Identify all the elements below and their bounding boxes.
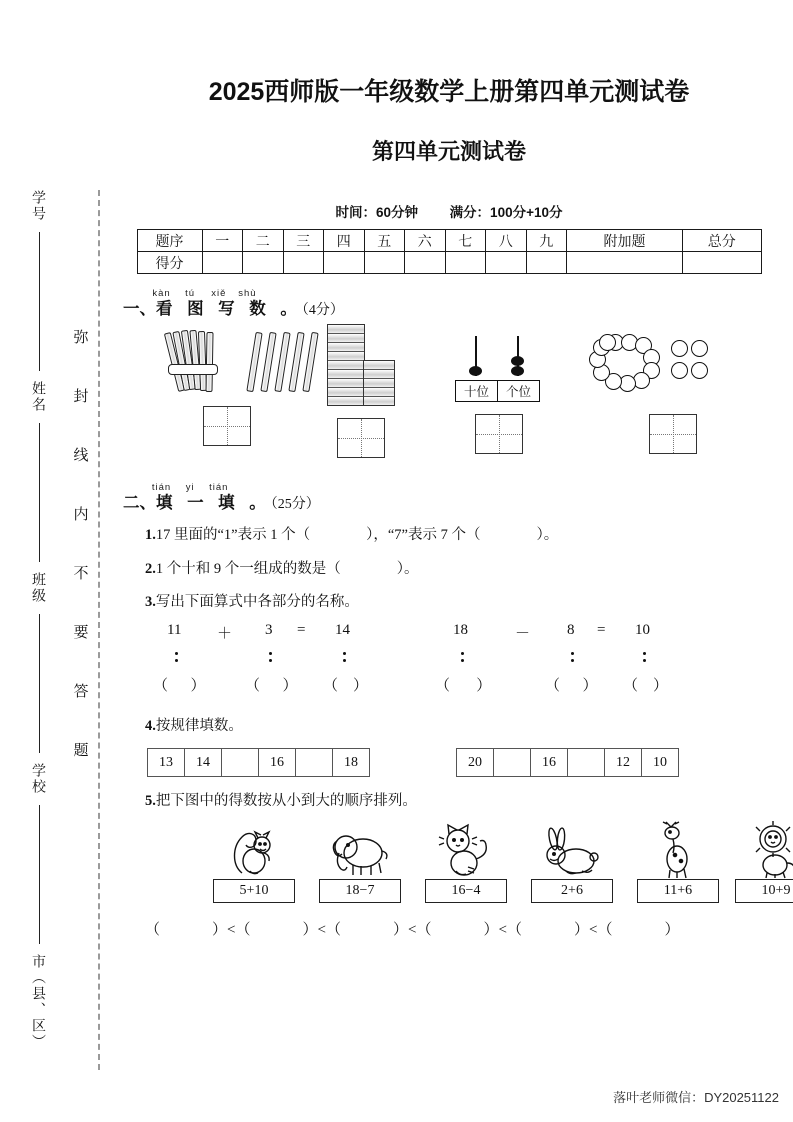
seq2-cell-5[interactable]: 10 bbox=[653, 754, 667, 770]
question-2-2 bbox=[145, 559, 793, 581]
rabbit-icon bbox=[531, 819, 613, 879]
eq1-dots-b bbox=[269, 648, 272, 666]
pinyin2-0: tián bbox=[151, 482, 172, 494]
score-table-row-label-0: 题序 bbox=[137, 230, 202, 252]
lion-icon bbox=[735, 819, 793, 879]
pinyin-3: shù bbox=[238, 288, 257, 299]
page-title: 2025西师版一年级数学上册第四单元测试卷 bbox=[208, 78, 690, 106]
q2-5-text: 把下图中的得数按从小到大的顺序排列。 bbox=[155, 792, 417, 809]
q2-1-part1: 17 里面的“1”表示 1 个（ bbox=[155, 526, 311, 543]
seq1-cell-1[interactable]: 14 bbox=[185, 749, 222, 776]
pinyin2-2: tián bbox=[209, 482, 229, 494]
picture-item-rack bbox=[455, 336, 541, 454]
cmp-op-2: < bbox=[408, 921, 417, 938]
eq2-blank-result[interactable]: （ ） bbox=[623, 678, 669, 695]
score-cell-8[interactable] bbox=[526, 252, 567, 274]
question-2-4-sequences bbox=[147, 748, 793, 777]
eq2-a: 18 bbox=[453, 622, 468, 639]
eq1-b: 3 bbox=[265, 622, 273, 639]
score-col-7: 八 bbox=[486, 230, 527, 252]
seq2-cell-2[interactable]: 16 bbox=[531, 749, 568, 776]
q2-2-part1: 1 个十和 9 个一组成的数是（ bbox=[155, 560, 341, 577]
seq1-cell-5[interactable]: 18 bbox=[344, 754, 358, 770]
seal-char-6: 答 bbox=[73, 683, 89, 700]
picture-item-sticks bbox=[167, 330, 321, 446]
seal-char-5: 要 bbox=[73, 624, 89, 641]
eq2-op: － bbox=[515, 626, 531, 643]
card-expr-deer: 11+6 bbox=[637, 879, 719, 903]
score-col-9: 附加题 bbox=[567, 230, 683, 252]
cmp-op-1: < bbox=[317, 921, 326, 938]
section-2-header bbox=[123, 482, 793, 512]
eq2-dots-b bbox=[571, 648, 574, 666]
sidebar-label-xingming: 姓名 bbox=[31, 381, 47, 413]
score-cell-5[interactable] bbox=[405, 252, 446, 274]
pinyin2-1: yi bbox=[185, 482, 195, 494]
exam-meta bbox=[105, 201, 793, 221]
place-label-ones: 个位 bbox=[498, 381, 539, 401]
question-2-3-equations bbox=[145, 622, 793, 714]
answer-box-3[interactable] bbox=[475, 414, 523, 454]
score-cell-3[interactable] bbox=[324, 252, 365, 274]
pinyin-0: kàn bbox=[152, 288, 171, 299]
question-2-5-cards bbox=[123, 819, 793, 914]
card-expr-cat: 16−4 bbox=[425, 879, 507, 903]
exam-score-label: 满分：100分+10分 bbox=[449, 205, 563, 220]
question-2-5-compare-row: （ ）<（ ）<（ ）<（ ）<（ ）<（ ） bbox=[145, 921, 680, 938]
counting-rack-icon bbox=[455, 336, 541, 402]
q2-1-number: 1. bbox=[145, 526, 156, 543]
section-1-label: 看 图 写 数 。 bbox=[156, 300, 302, 318]
score-cell-4[interactable] bbox=[364, 252, 405, 274]
answer-box-1[interactable] bbox=[203, 406, 251, 446]
exam-time-label: 时间：60分钟 bbox=[335, 205, 419, 220]
loose-sticks-icon bbox=[249, 330, 321, 392]
seq2-cell-1[interactable] bbox=[494, 749, 531, 776]
eq1-dots-result bbox=[343, 648, 346, 666]
score-cell-7[interactable] bbox=[486, 252, 527, 274]
score-cell-9[interactable] bbox=[567, 252, 683, 274]
answer-box-4[interactable] bbox=[649, 414, 697, 454]
score-col-4: 五 bbox=[364, 230, 405, 252]
score-col-6: 七 bbox=[445, 230, 486, 252]
score-col-2: 三 bbox=[283, 230, 324, 252]
seal-char-0: 弥 bbox=[73, 329, 89, 346]
q2-3-text: 写出下面算式中各部分的名称。 bbox=[155, 594, 359, 611]
sidebar-divider-4 bbox=[39, 805, 40, 944]
eq1-dots-a bbox=[175, 648, 178, 666]
student-info-column bbox=[22, 190, 56, 1050]
eq1-blank-b[interactable]: （ ） bbox=[245, 678, 298, 695]
section-2-points: （25分） bbox=[270, 497, 320, 513]
picture-item-circles bbox=[585, 334, 701, 454]
score-col-3: 四 bbox=[324, 230, 365, 252]
q2-2-number: 2. bbox=[145, 560, 156, 577]
seq1-cell-0[interactable]: 13 bbox=[148, 749, 185, 776]
eq1-blank-result[interactable]: （ ） bbox=[323, 678, 369, 695]
score-cell-2[interactable] bbox=[283, 252, 324, 274]
sidebar-divider-2 bbox=[39, 423, 40, 562]
eq2-b: 8 bbox=[567, 622, 575, 639]
deer-icon bbox=[637, 819, 719, 879]
q2-3-number: 3. bbox=[145, 594, 156, 611]
eq1-equals: = bbox=[297, 622, 306, 639]
table-row-scores bbox=[137, 252, 761, 274]
sidebar-divider-3 bbox=[39, 614, 40, 753]
question-2-1 bbox=[145, 525, 793, 547]
q2-4-number: 4. bbox=[145, 718, 156, 735]
section-1-pinyin bbox=[149, 288, 793, 300]
place-value-labels bbox=[455, 380, 540, 402]
eq1-result: 14 bbox=[335, 622, 350, 639]
q2-5-number: 5. bbox=[145, 792, 156, 809]
cmp-op-3: < bbox=[498, 921, 507, 938]
eq2-dots-result bbox=[643, 648, 646, 666]
score-col-1: 二 bbox=[243, 230, 284, 252]
sidebar-label-shi: 市（县、区） bbox=[31, 954, 47, 1050]
animal-card-lion bbox=[735, 819, 793, 903]
eq1-blank-a[interactable]: （ ） bbox=[153, 678, 206, 695]
q2-1-part3: ）。 bbox=[536, 526, 559, 543]
section-1-header bbox=[123, 288, 793, 318]
seal-warning-text bbox=[70, 330, 92, 802]
section-2-label: 填 一 填 。 bbox=[156, 494, 271, 513]
bead-ones-2 bbox=[511, 366, 524, 376]
seq2-cell-0[interactable]: 20 bbox=[457, 749, 494, 776]
seal-line-column bbox=[70, 200, 100, 1050]
seal-char-1: 封 bbox=[73, 388, 89, 405]
eq2-dots-a bbox=[461, 648, 464, 666]
score-cell-1[interactable] bbox=[243, 252, 284, 274]
bead-tens-1 bbox=[469, 366, 482, 376]
bundle-band-icon bbox=[168, 364, 218, 375]
q2-1-part2: ），“7”表示 7 个（ bbox=[366, 526, 481, 543]
page-subtitle: 第四单元测试卷 bbox=[371, 139, 526, 164]
seal-dashed-line bbox=[98, 190, 100, 1070]
question-2-4 bbox=[145, 716, 793, 738]
card-expr-rabbit: 2+6 bbox=[531, 879, 613, 903]
sidebar-divider-1 bbox=[39, 232, 40, 371]
seal-char-3: 内 bbox=[73, 506, 89, 523]
eq1-op: ＋ bbox=[217, 626, 233, 643]
q2-4-text: 按规律填数。 bbox=[155, 718, 243, 735]
score-table-row-label-1: 得分 bbox=[137, 252, 202, 274]
section-2-pinyin bbox=[149, 482, 793, 494]
stick-bundle-icon bbox=[167, 330, 223, 392]
card-expr-lion: 10+9 bbox=[735, 879, 793, 903]
eq2-result: 10 bbox=[635, 622, 650, 639]
seal-char-2: 线 bbox=[73, 447, 89, 464]
seq1-cell-3[interactable]: 16 bbox=[259, 749, 296, 776]
score-col-0: 一 bbox=[202, 230, 243, 252]
eq2-blank-a[interactable]: （ ） bbox=[435, 678, 492, 695]
cmp-op-4: < bbox=[589, 921, 598, 938]
sequence-1 bbox=[147, 748, 370, 777]
card-expr-squirrel: 5+10 bbox=[213, 879, 295, 903]
place-label-tens: 十位 bbox=[456, 381, 498, 401]
section-2-title bbox=[123, 494, 793, 512]
cat-icon bbox=[425, 819, 507, 879]
eq1-a: 11 bbox=[167, 622, 182, 639]
seq1-cell-2[interactable] bbox=[222, 749, 259, 776]
section-1-points: （4分） bbox=[301, 303, 344, 318]
animal-card-cat bbox=[425, 819, 507, 903]
section-1-title bbox=[123, 300, 793, 318]
animal-card-deer bbox=[637, 819, 719, 903]
section-1-number: 一、 bbox=[123, 300, 156, 318]
bead-ones-1 bbox=[511, 356, 524, 366]
score-cell-6[interactable] bbox=[445, 252, 486, 274]
cmp-op-0: < bbox=[227, 921, 236, 938]
answer-box-2[interactable] bbox=[337, 418, 385, 458]
elephant-icon bbox=[319, 819, 401, 879]
picture-item-blocks bbox=[327, 324, 393, 458]
sidebar-label-xuexiao: 学校 bbox=[31, 763, 47, 795]
sequence-2 bbox=[456, 748, 679, 777]
eq2-equals: = bbox=[597, 622, 606, 639]
animal-card-rabbit bbox=[531, 819, 613, 903]
animal-card-squirrel bbox=[213, 819, 295, 903]
circles-group-icon bbox=[585, 334, 701, 400]
score-col-5: 六 bbox=[405, 230, 446, 252]
sidebar-label-banji: 班级 bbox=[31, 572, 47, 604]
seal-char-4: 不 bbox=[73, 565, 89, 582]
pinyin-2: xiě bbox=[211, 288, 227, 299]
score-cell-10[interactable] bbox=[683, 252, 761, 274]
eq2-blank-b[interactable]: （ ） bbox=[545, 678, 598, 695]
block-stack-icon bbox=[327, 324, 393, 406]
sealing-sidebar bbox=[0, 0, 105, 1122]
section-1-pictures bbox=[105, 324, 793, 464]
table-row-headers bbox=[137, 230, 761, 252]
score-table bbox=[137, 229, 762, 274]
paper-content bbox=[105, 0, 793, 1122]
seq2-cell-4[interactable]: 12 bbox=[605, 749, 642, 776]
seq2-cell-3[interactable] bbox=[568, 749, 605, 776]
squirrel-icon bbox=[213, 819, 295, 879]
animal-card-elephant bbox=[319, 819, 401, 903]
pinyin-1: tú bbox=[185, 288, 196, 299]
card-expr-elephant: 18−7 bbox=[319, 879, 401, 903]
sidebar-label-xuehao: 学号 bbox=[31, 190, 47, 222]
question-2-5 bbox=[145, 791, 793, 813]
q2-2-part2: ）。 bbox=[396, 560, 419, 577]
score-col-10: 总分 bbox=[683, 230, 761, 252]
seq1-cell-4[interactable] bbox=[296, 749, 333, 776]
seal-char-7: 题 bbox=[73, 742, 89, 759]
question-2-3 bbox=[145, 592, 793, 614]
footer-watermark: 落叶老师微信：DY20251122 bbox=[613, 1090, 779, 1105]
score-col-8: 九 bbox=[526, 230, 567, 252]
section-2-number: 二、 bbox=[123, 494, 156, 513]
score-cell-0[interactable] bbox=[202, 252, 243, 274]
